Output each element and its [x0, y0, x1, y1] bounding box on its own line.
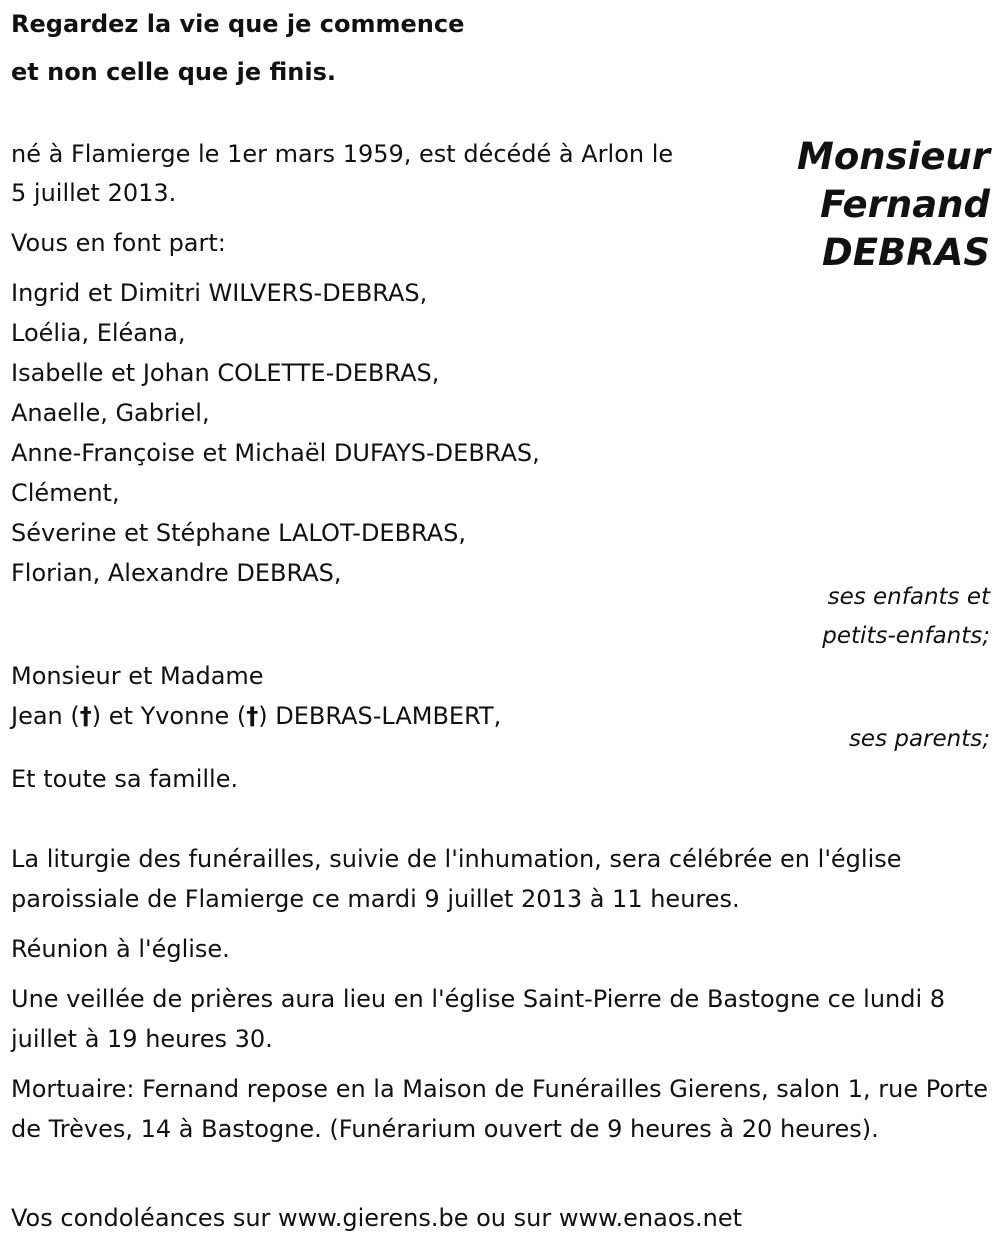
family-line: Isabelle et Johan COLETTE-DEBRAS, — [11, 359, 440, 387]
parents-et-yvonne: ) et Yvonne ( — [91, 702, 247, 730]
quote-line-1: Regardez la vie que je commence — [11, 10, 465, 38]
deceased-name — [797, 133, 990, 277]
parents-surname: ) DEBRAS-LAMBERT, — [258, 702, 502, 730]
announcement: Vous en font part: — [11, 229, 226, 257]
intro-line-1: né à Flamierge le 1er mars 1959, est décédé à Arlon le — [11, 140, 674, 168]
children-relation-line-1: ses enfants et — [827, 584, 990, 610]
funeral-meeting: Réunion à l'église. — [11, 935, 230, 963]
funeral-liturgy: La liturgie des funérailles, suivie de l'inhumation, sera célébrée en l'église paroissiale de Flamierge ce mardi 9 juillet 2013 à 11 heures. — [11, 845, 902, 913]
intro-line-2: 5 juillet 2013. — [11, 179, 177, 207]
parents-jean: Jean ( — [11, 702, 80, 730]
funeral-condolences: Vos condoléances sur www.gierens.be ou sur www.enaos.net — [11, 1204, 743, 1232]
family-line: Anaelle, Gabriel, — [11, 399, 210, 427]
quote-line-2: et non celle que je finis. — [11, 58, 336, 86]
deceased-title: Monsieur — [797, 135, 990, 178]
family-line: Clément, — [11, 479, 120, 507]
family-line: Loélia, Eléana, — [11, 319, 186, 347]
parents-line-2 — [11, 702, 501, 730]
cross-icon: † — [246, 702, 259, 730]
family-line: Séverine et Stéphane LALOT-DEBRAS, — [11, 519, 467, 547]
family-line: Florian, Alexandre DEBRAS, — [11, 559, 342, 587]
parents-line-1: Monsieur et Madame — [11, 662, 264, 690]
funeral-vigil: Une veillée de prières aura lieu en l'église Saint-Pierre de Bastogne ce lundi 8 juillet à 19 heures 30. — [11, 985, 946, 1053]
family-line: Anne-Françoise et Michaël DUFAYS-DEBRAS, — [11, 439, 540, 467]
family-closing: Et toute sa famille. — [11, 765, 239, 793]
cross-icon: † — [79, 702, 92, 730]
children-relation-line-2: petits-enfants; — [822, 623, 990, 649]
deceased-first-name: Fernand — [820, 183, 990, 226]
family-line: Ingrid et Dimitri WILVERS-DEBRAS, — [11, 279, 428, 307]
parents-relation: ses parents; — [848, 726, 990, 752]
funeral-mortuary: Mortuaire: Fernand repose en la Maison de Funérailles Gierens, salon 1, rue Porte de Trèves, 14 à Bastogne. (Funérarium ouvert de 9 heures à 20 heures). — [11, 1075, 989, 1143]
deceased-last-name: DEBRAS — [822, 231, 990, 274]
